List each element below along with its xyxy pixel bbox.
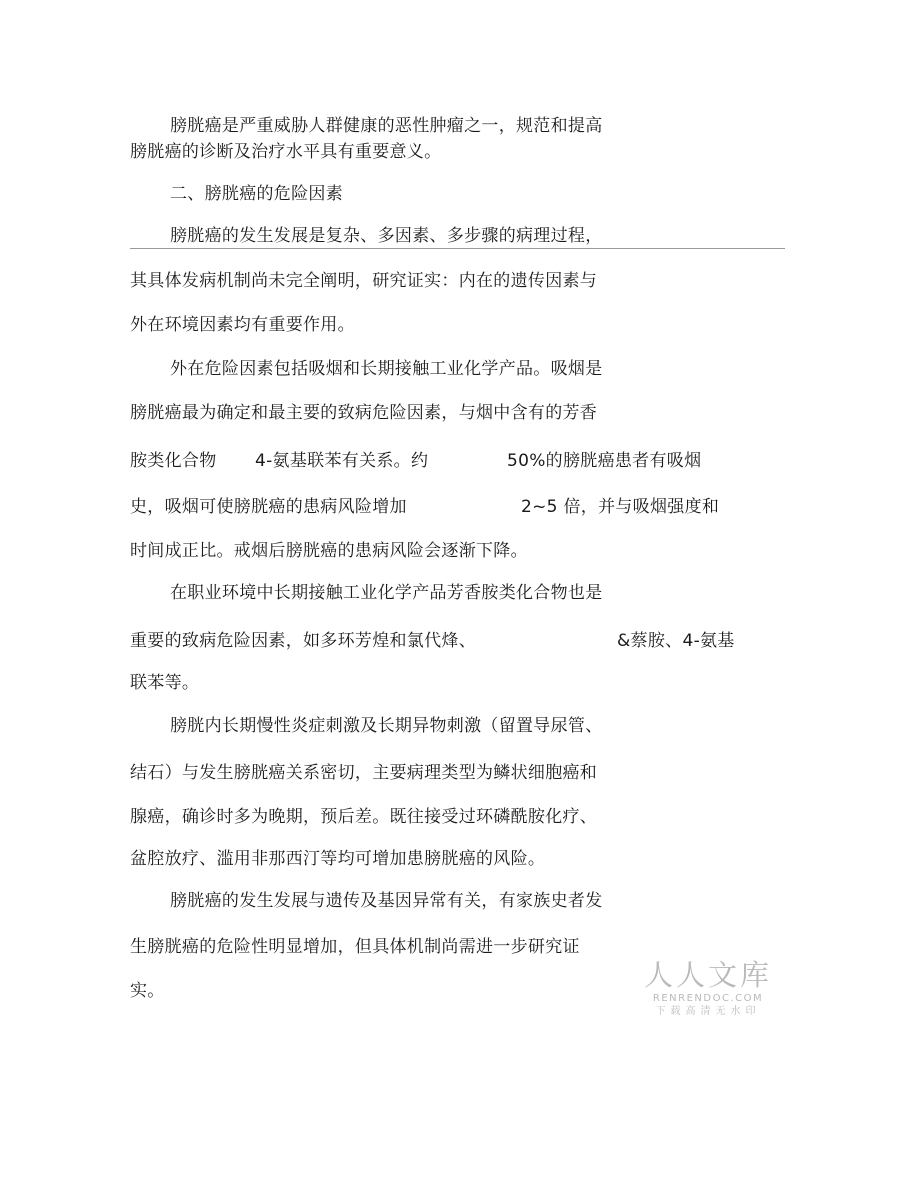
- text-line: 在职业环境中长期接触工业化学产品芳香胺类化合物也是: [170, 583, 603, 603]
- text-line: 时间成正比。戒烟后膀胱癌的患病风险会逐渐下降。: [130, 541, 528, 561]
- watermark-url: RENRENDOC.COM: [652, 993, 764, 1004]
- text-line: 生膀胱癌的危险性明显增加，但具体机制尚需进一步研究证: [130, 937, 580, 957]
- text-line: 外在环境因素均有重要作用。: [130, 315, 355, 335]
- text-line: 2~5 倍，并与吸烟强度和: [521, 497, 720, 517]
- page-divider: [130, 248, 785, 249]
- text-line: 膀胱癌的发生发展是复杂、多因素、多步骤的病理过程，: [170, 226, 603, 246]
- text-line: 外在危险因素包括吸烟和长期接触工业化学产品。吸烟是: [170, 359, 603, 379]
- watermark-logo: [638, 958, 778, 1019]
- text-line: 结石）与发生膀胱癌关系密切，主要病理类型为鳞状细胞癌和: [130, 763, 598, 783]
- text-line: 史，吸烟可使膀胱癌的患病风险增加: [130, 497, 407, 517]
- text-line: 50%的膀胱癌患者有吸烟: [507, 451, 702, 471]
- text-line: 其具体发病机制尚未完全阐明，研究证实：内在的遗传因素与: [130, 271, 598, 291]
- text-line: 膀胱癌是严重威胁人群健康的恶性肿瘤之一，规范和提高: [170, 116, 603, 136]
- section-heading: 二、膀胱癌的危险因素: [170, 184, 343, 204]
- text-line: 重要的致病危险因素，如多环芳煌和氯代烽、: [130, 631, 476, 651]
- text-line: 膀胱癌最为确定和最主要的致病危险因素，与烟中含有的芳香: [130, 403, 598, 423]
- text-line: &蔡胺、4-氨基: [617, 631, 735, 651]
- text-line: 膀胱癌的诊断及治疗水平具有重要意义。: [130, 142, 442, 162]
- text-line: 膀胱癌的发生发展与遗传及基因异常有关，有家族史者发: [170, 891, 603, 911]
- text-line: 实。: [130, 981, 165, 1001]
- text-line: 盆腔放疗、滥用非那西汀等均可增加患膀胱癌的风险。: [130, 849, 546, 869]
- text-line: 胺类化合物: [130, 451, 217, 471]
- watermark-subtitle: 下载高清无水印: [655, 1006, 761, 1017]
- text-line: 4-氨基联苯有关系。约: [255, 451, 429, 471]
- watermark-title: 人人文库: [643, 958, 772, 992]
- text-line: 联苯等。: [130, 673, 200, 693]
- text-line: 膀胱内长期慢性炎症刺激及长期异物刺激（留置导尿管、: [170, 716, 603, 736]
- text-line: 腺癌，确诊时多为晚期，预后差。既往接受过环磷酰胺化疗、: [130, 807, 598, 827]
